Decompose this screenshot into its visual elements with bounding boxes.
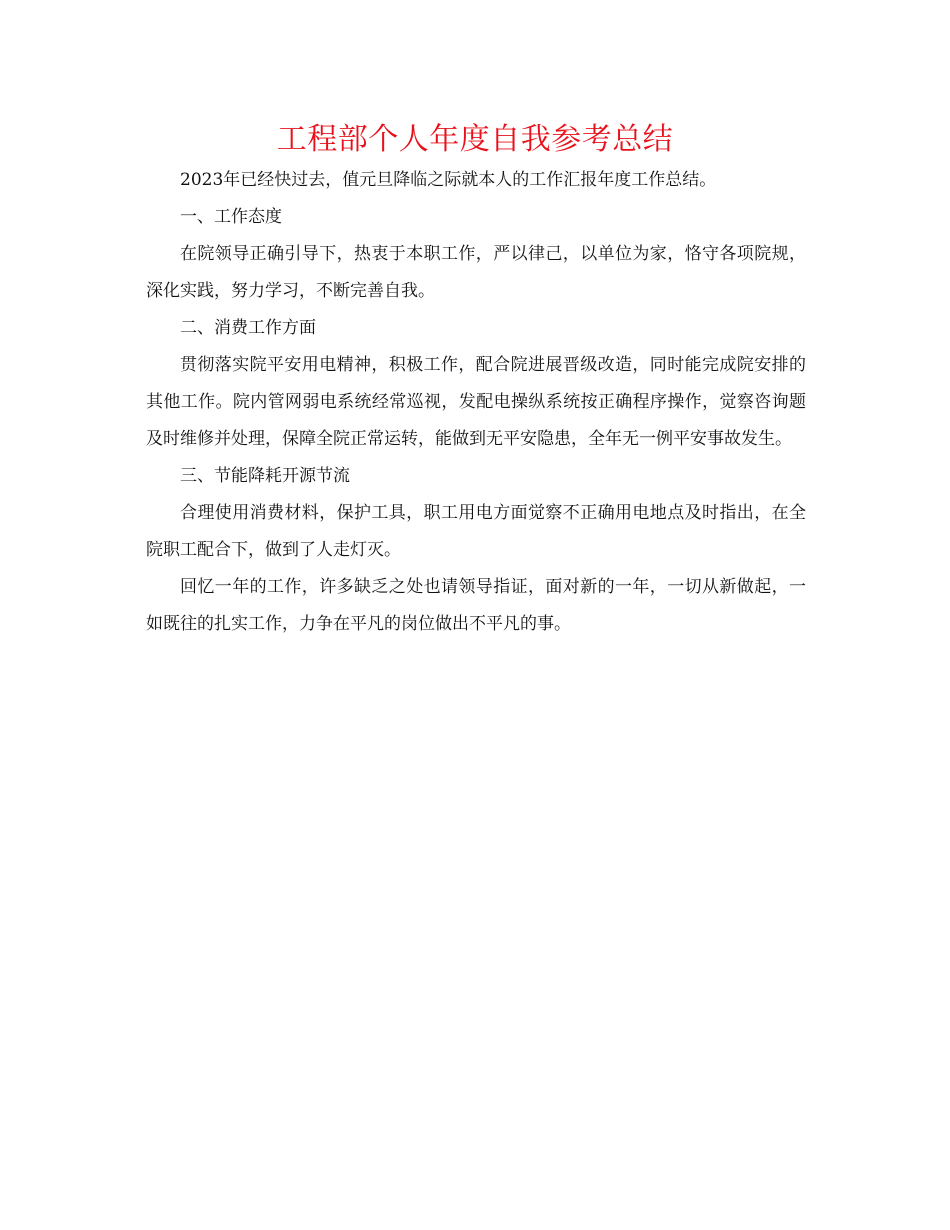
document-body bbox=[146, 162, 806, 643]
body-paragraph: 贯彻落实院平安用电精神，积极工作，配合院进展晋级改造，同时能完成院安排的其他工作。院内管网弱电系统经常巡视，发配电操纵系统按正确程序操作，觉察咨询题及时维修并处理，保障全院正常运转，能做到无平安隐患，全年无一例平安事故发生。 bbox=[146, 355, 806, 449]
section-heading-consumption: 二、消费工作方面 bbox=[180, 318, 316, 338]
body-paragraph: 在院领导正确引导下，热衷于本职工作，严以律己，以单位为家，恪守各项院规，深化实践，努力学习，不断完善自我。 bbox=[146, 244, 806, 301]
closing-paragraph: 回忆一年的工作，许多缺乏之处也请领导指证，面对新的一年，一切从新做起，一如既往的扎实工作，力争在平凡的岗位做出不平凡的事。 bbox=[146, 577, 806, 634]
section-heading-attitude: 一、工作态度 bbox=[180, 207, 282, 227]
body-paragraph: 合理使用消费材料，保护工具，职工用电方面觉察不正确用电地点及时指出，在全院职工配合下，做到了人走灯灭。 bbox=[146, 503, 806, 560]
document-title: 工程部个人年度自我参考总结 bbox=[276, 122, 674, 157]
section-heading-energy-saving: 三、节能降耗开源节流 bbox=[180, 466, 350, 486]
intro-paragraph: 2023年已经快过去，值元旦降临之际就本人的工作汇报年度工作总结。 bbox=[180, 170, 717, 190]
